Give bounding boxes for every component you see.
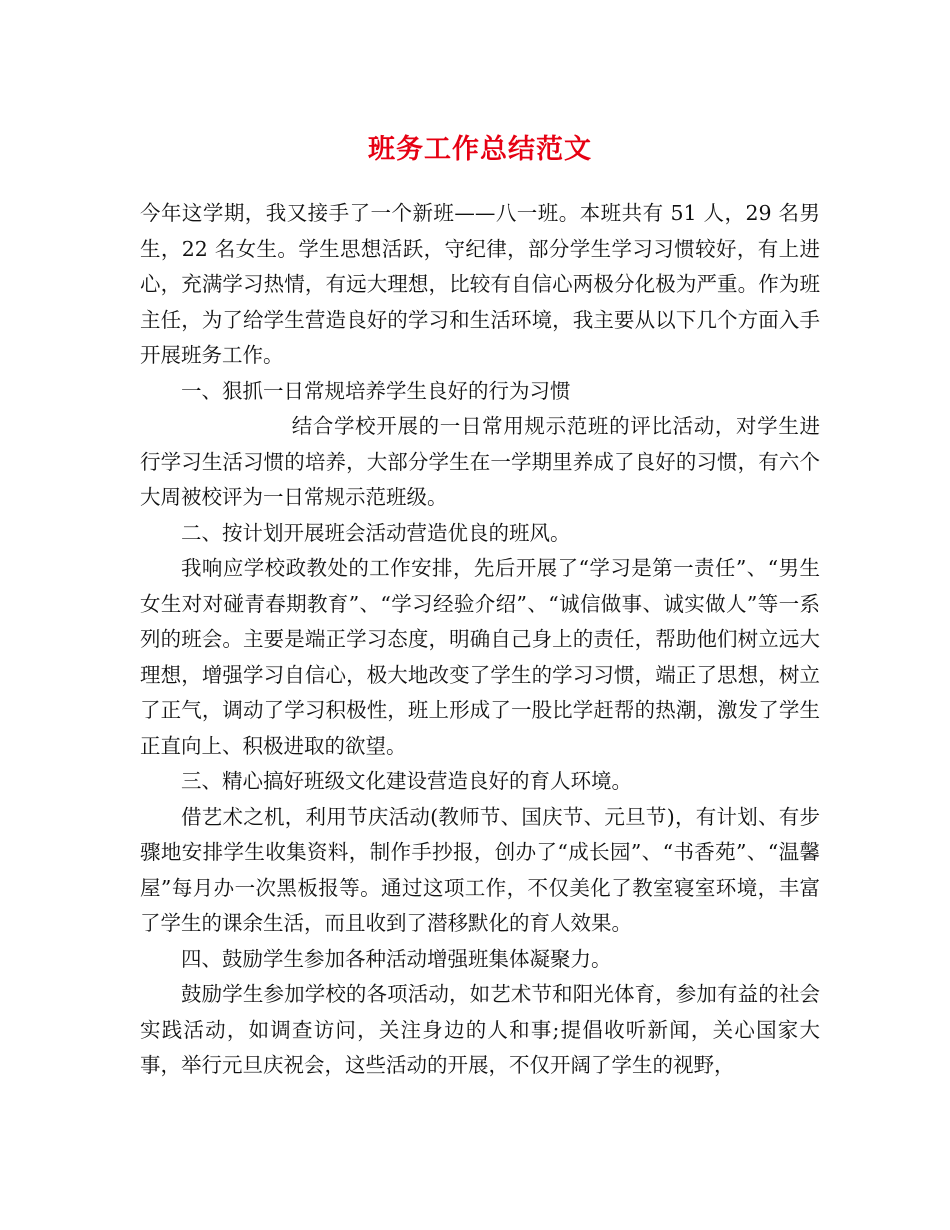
paragraph-section-2: 我响应学校政教处的工作安排，先后开展了“学习是第一责任”、“男生女生对对碰青春期教育”、“学习经验介绍”、“诚信做事、诚实做人”等一系列的班会。主要是端正学习态度，明确自己身上的责任，帮助他们树立远大理想，增强学习自信心，极大地改变了学生的学习习惯，端正了思想，树立了正气，调动了学习积极性，班上形成了一股比学赶帮的热潮，激发了学生正直向上、积极进取的欲望。	[140, 556, 820, 758]
section-heading-2: 二、按计划开展班会活动营造优良的班风。	[181, 520, 571, 545]
paragraph-section-1: 结合学校开展的一日常用规示范班的评比活动，对学生进行学习生活习惯的培养，大部分学生在一学期里养成了良好的习惯，有六个大周被校评为一日常规示范班级。	[140, 414, 820, 509]
section-heading-3: 三、精心搞好班级文化建设营造良好的育人环境。	[181, 769, 632, 793]
paragraph-section-4: 鼓励学生参加学校的各项活动，如艺术节和阳光体育，参加有益的社会实践活动，如调查访问，关注身边的人和事;提倡收听新闻，关心国家大事，举行元旦庆祝会，这些活动的开展，不仅开阔了学生的视野，	[140, 982, 820, 1077]
section-heading-1: 一、狠抓一日常规培养学生良好的行为习惯	[181, 378, 571, 403]
paragraph-intro: 今年这学期，我又接手了一个新班——八一班。本班共有 51 人，29 名男生，22 名女生。学生思想活跃，守纪律，部分学生学习习惯较好，有上进心，充满学习热情，有远大理想，比较有自信心两极分化极为严重。作为班主任，为了给学生营造良好的学习和生活环境，我主要从以下几个方面入手开展班务工作。	[140, 201, 820, 367]
paragraph-section-3: 借艺术之机，利用节庆活动(教师节、国庆节、元旦节)，有计划、有步骤地安排学生收集资料，制作手抄报，创办了“成长园”、“书香苑”、“温馨屋”每月办一次黑板报等。通过这项工作，不仅美化了教室寝室环境，丰富了学生的课余生活，而且收到了潜移默化的育人效果。	[140, 804, 820, 935]
page-title: 班务工作总结范文	[368, 134, 592, 165]
document-body	[140, 196, 820, 1084]
section-heading-4: 四、鼓励学生参加各种活动增强班集体凝聚力。	[181, 946, 612, 971]
